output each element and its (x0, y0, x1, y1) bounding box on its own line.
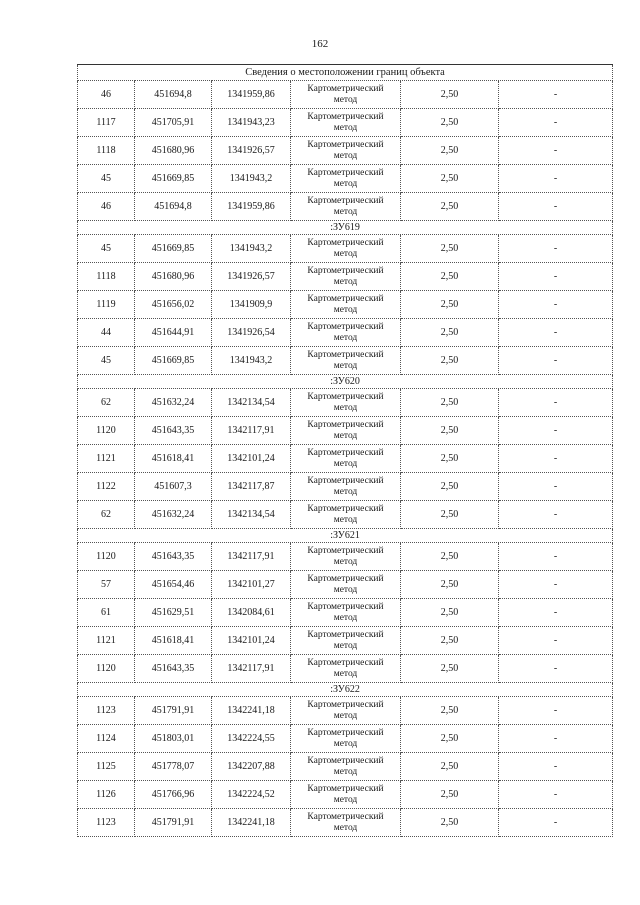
method-cell (291, 627, 401, 655)
boundary-coordinates-table (77, 64, 613, 837)
x-coordinate-cell: 451766,96 (135, 781, 212, 809)
point-number-cell: 1124 (78, 725, 135, 753)
accuracy-cell: 2,50 (401, 627, 499, 655)
y-coordinate-cell: 1341943,2 (212, 165, 291, 193)
accuracy-cell: 2,50 (401, 599, 499, 627)
point-number-cell: 45 (78, 235, 135, 263)
section-row (78, 221, 613, 235)
method-line-2: метод (333, 178, 358, 189)
y-coordinate-cell: 1341926,54 (212, 319, 291, 347)
table-row (78, 417, 613, 445)
note-cell: - (499, 263, 613, 291)
accuracy-cell: 2,50 (401, 417, 499, 445)
x-coordinate-cell: 451644,91 (135, 319, 212, 347)
accuracy-cell: 2,50 (401, 501, 499, 529)
table-row (78, 445, 613, 473)
y-coordinate-cell: 1341909,9 (212, 291, 291, 319)
y-coordinate-cell: 1341959,86 (212, 193, 291, 221)
x-coordinate-cell: 451680,96 (135, 137, 212, 165)
x-coordinate-cell: 451607,3 (135, 473, 212, 501)
x-coordinate-cell: 451705,91 (135, 109, 212, 137)
method-cell (291, 753, 401, 781)
y-coordinate-cell: 1342101,24 (212, 445, 291, 473)
method-cell (291, 655, 401, 683)
note-cell: - (499, 319, 613, 347)
table-row (78, 193, 613, 221)
method-line-1: Картометрический (307, 699, 384, 710)
point-number-cell: 62 (78, 389, 135, 417)
x-coordinate-cell: 451791,91 (135, 809, 212, 837)
table-row (78, 291, 613, 319)
point-number-cell: 62 (78, 501, 135, 529)
method-line-2: метод (333, 94, 358, 105)
y-coordinate-cell: 1342241,18 (212, 809, 291, 837)
accuracy-cell: 2,50 (401, 235, 499, 263)
method-line-1: Картометрический (307, 111, 384, 122)
note-cell: - (499, 445, 613, 473)
accuracy-cell: 2,50 (401, 781, 499, 809)
y-coordinate-cell: 1342134,54 (212, 501, 291, 529)
table-row (78, 697, 613, 725)
table-row (78, 109, 613, 137)
x-coordinate-cell: 451680,96 (135, 263, 212, 291)
method-cell (291, 809, 401, 837)
table-row (78, 473, 613, 501)
point-number-cell: 1121 (78, 627, 135, 655)
method-line-2: метод (333, 332, 358, 343)
accuracy-cell: 2,50 (401, 193, 499, 221)
method-line-2: метод (333, 150, 358, 161)
point-number-cell: 1123 (78, 697, 135, 725)
method-line-2: метод (333, 122, 358, 133)
method-line-1: Картометрический (307, 447, 384, 458)
method-line-1: Картометрический (307, 601, 384, 612)
x-coordinate-cell: 451632,24 (135, 389, 212, 417)
accuracy-cell: 2,50 (401, 473, 499, 501)
y-coordinate-cell: 1341926,57 (212, 263, 291, 291)
table-row (78, 753, 613, 781)
method-cell (291, 445, 401, 473)
method-line-2: метод (333, 738, 358, 749)
method-line-2: метод (333, 276, 358, 287)
x-coordinate-cell: 451803,01 (135, 725, 212, 753)
method-cell (291, 389, 401, 417)
table-row (78, 347, 613, 375)
note-cell: - (499, 193, 613, 221)
x-coordinate-cell: 451618,41 (135, 627, 212, 655)
x-coordinate-cell: 451643,35 (135, 543, 212, 571)
note-cell: - (499, 291, 613, 319)
table-row (78, 809, 613, 837)
method-cell (291, 319, 401, 347)
method-line-1: Картометрический (307, 475, 384, 486)
accuracy-cell: 2,50 (401, 263, 499, 291)
point-number-cell: 1120 (78, 543, 135, 571)
x-coordinate-cell: 451629,51 (135, 599, 212, 627)
table-row (78, 599, 613, 627)
method-line-2: метод (333, 458, 358, 469)
method-line-1: Картометрический (307, 755, 384, 766)
method-line-2: метод (333, 206, 358, 217)
note-cell: - (499, 697, 613, 725)
x-coordinate-cell: 451669,85 (135, 235, 212, 263)
y-coordinate-cell: 1341943,23 (212, 109, 291, 137)
method-line-2: метод (333, 822, 358, 833)
method-line-1: Картометрический (307, 237, 384, 248)
point-number-cell: 1120 (78, 655, 135, 683)
point-number-cell: 46 (78, 81, 135, 109)
table-header-row (78, 65, 613, 81)
point-number-cell: 45 (78, 347, 135, 375)
point-number-cell: 1120 (78, 417, 135, 445)
accuracy-cell: 2,50 (401, 697, 499, 725)
note-cell: - (499, 655, 613, 683)
method-cell (291, 473, 401, 501)
accuracy-cell: 2,50 (401, 81, 499, 109)
page-number: 162 (311, 38, 329, 50)
method-line-2: метод (333, 360, 358, 371)
method-line-2: метод (333, 640, 358, 651)
point-number-cell: 1123 (78, 809, 135, 837)
y-coordinate-cell: 1341926,57 (212, 137, 291, 165)
method-line-1: Картометрический (307, 727, 384, 738)
method-line-1: Картометрический (307, 349, 384, 360)
note-cell: - (499, 137, 613, 165)
method-cell (291, 347, 401, 375)
method-line-2: метод (333, 794, 358, 805)
y-coordinate-cell: 1342207,88 (212, 753, 291, 781)
method-line-2: метод (333, 556, 358, 567)
table-row (78, 137, 613, 165)
section-label: :ЗУ619 (78, 221, 613, 235)
section-row (78, 683, 613, 697)
method-line-1: Картометрический (307, 265, 384, 276)
x-coordinate-cell: 451643,35 (135, 417, 212, 445)
table-row (78, 543, 613, 571)
method-line-1: Картометрический (307, 167, 384, 178)
point-number-cell: 44 (78, 319, 135, 347)
method-cell (291, 417, 401, 445)
accuracy-cell: 2,50 (401, 725, 499, 753)
y-coordinate-cell: 1342224,55 (212, 725, 291, 753)
method-line-2: метод (333, 584, 358, 595)
note-cell: - (499, 781, 613, 809)
accuracy-cell: 2,50 (401, 655, 499, 683)
method-line-1: Картометрический (307, 293, 384, 304)
method-cell (291, 599, 401, 627)
x-coordinate-cell: 451778,07 (135, 753, 212, 781)
point-number-cell: 1122 (78, 473, 135, 501)
x-coordinate-cell: 451791,91 (135, 697, 212, 725)
method-line-2: метод (333, 430, 358, 441)
note-cell: - (499, 725, 613, 753)
accuracy-cell: 2,50 (401, 165, 499, 193)
method-cell (291, 725, 401, 753)
accuracy-cell: 2,50 (401, 389, 499, 417)
y-coordinate-cell: 1342101,24 (212, 627, 291, 655)
method-line-2: метод (333, 402, 358, 413)
method-cell (291, 291, 401, 319)
table-row (78, 781, 613, 809)
note-cell: - (499, 501, 613, 529)
y-coordinate-cell: 1341943,2 (212, 347, 291, 375)
note-cell: - (499, 81, 613, 109)
method-line-2: метод (333, 304, 358, 315)
accuracy-cell: 2,50 (401, 347, 499, 375)
x-coordinate-cell: 451632,24 (135, 501, 212, 529)
x-coordinate-cell: 451669,85 (135, 165, 212, 193)
point-number-cell: 1118 (78, 137, 135, 165)
method-line-2: метод (333, 248, 358, 259)
table-row (78, 319, 613, 347)
method-line-2: метод (333, 766, 358, 777)
point-number-cell: 1119 (78, 291, 135, 319)
point-number-cell: 1126 (78, 781, 135, 809)
note-cell: - (499, 473, 613, 501)
note-cell: - (499, 627, 613, 655)
method-cell (291, 193, 401, 221)
x-coordinate-cell: 451656,02 (135, 291, 212, 319)
y-coordinate-cell: 1342117,91 (212, 417, 291, 445)
accuracy-cell: 2,50 (401, 109, 499, 137)
note-cell: - (499, 571, 613, 599)
accuracy-cell: 2,50 (401, 137, 499, 165)
table-row (78, 725, 613, 753)
method-cell (291, 109, 401, 137)
method-cell (291, 543, 401, 571)
point-number-cell: 1121 (78, 445, 135, 473)
x-coordinate-cell: 451618,41 (135, 445, 212, 473)
note-cell: - (499, 543, 613, 571)
note-cell: - (499, 389, 613, 417)
y-coordinate-cell: 1342224,52 (212, 781, 291, 809)
method-line-1: Картометрический (307, 629, 384, 640)
method-cell (291, 165, 401, 193)
y-coordinate-cell: 1342117,87 (212, 473, 291, 501)
x-coordinate-cell: 451643,35 (135, 655, 212, 683)
x-coordinate-cell: 451669,85 (135, 347, 212, 375)
method-cell (291, 697, 401, 725)
section-row (78, 529, 613, 543)
note-cell: - (499, 165, 613, 193)
method-line-2: метод (333, 612, 358, 623)
table-row (78, 501, 613, 529)
point-number-cell: 45 (78, 165, 135, 193)
method-cell (291, 137, 401, 165)
section-label: :ЗУ622 (78, 683, 613, 697)
accuracy-cell: 2,50 (401, 445, 499, 473)
method-line-1: Картометрический (307, 83, 384, 94)
method-cell (291, 571, 401, 599)
method-line-1: Картометрический (307, 573, 384, 584)
x-coordinate-cell: 451694,8 (135, 193, 212, 221)
y-coordinate-cell: 1342117,91 (212, 543, 291, 571)
accuracy-cell: 2,50 (401, 543, 499, 571)
section-label: :ЗУ621 (78, 529, 613, 543)
method-line-1: Картометрический (307, 503, 384, 514)
note-cell: - (499, 109, 613, 137)
note-cell: - (499, 417, 613, 445)
table-row (78, 571, 613, 599)
accuracy-cell: 2,50 (401, 319, 499, 347)
method-line-1: Картометрический (307, 657, 384, 668)
point-number-cell: 57 (78, 571, 135, 599)
x-coordinate-cell: 451694,8 (135, 81, 212, 109)
method-line-2: метод (333, 668, 358, 679)
y-coordinate-cell: 1342134,54 (212, 389, 291, 417)
accuracy-cell: 2,50 (401, 571, 499, 599)
point-number-cell: 61 (78, 599, 135, 627)
accuracy-cell: 2,50 (401, 809, 499, 837)
accuracy-cell: 2,50 (401, 753, 499, 781)
method-cell (291, 501, 401, 529)
method-line-1: Картометрический (307, 811, 384, 822)
method-line-2: метод (333, 486, 358, 497)
y-coordinate-cell: 1342241,18 (212, 697, 291, 725)
table-row (78, 389, 613, 417)
point-number-cell: 1118 (78, 263, 135, 291)
note-cell: - (499, 347, 613, 375)
method-line-2: метод (333, 514, 358, 525)
method-line-1: Картометрический (307, 391, 384, 402)
method-line-1: Картометрический (307, 139, 384, 150)
method-line-2: метод (333, 710, 358, 721)
y-coordinate-cell: 1342117,91 (212, 655, 291, 683)
method-line-1: Картометрический (307, 545, 384, 556)
section-label: :ЗУ620 (78, 375, 613, 389)
method-line-1: Картометрический (307, 783, 384, 794)
note-cell: - (499, 235, 613, 263)
y-coordinate-cell: 1341943,2 (212, 235, 291, 263)
table-row (78, 81, 613, 109)
section-row (78, 375, 613, 389)
y-coordinate-cell: 1341959,86 (212, 81, 291, 109)
note-cell: - (499, 599, 613, 627)
method-cell (291, 235, 401, 263)
point-number-cell: 46 (78, 193, 135, 221)
method-cell (291, 781, 401, 809)
table-row (78, 627, 613, 655)
table-row (78, 655, 613, 683)
table-header: Сведения о местоположении границ объекта (78, 65, 613, 81)
note-cell: - (499, 753, 613, 781)
y-coordinate-cell: 1342084,61 (212, 599, 291, 627)
method-line-1: Картометрический (307, 419, 384, 430)
x-coordinate-cell: 451654,46 (135, 571, 212, 599)
method-line-1: Картометрический (307, 321, 384, 332)
point-number-cell: 1125 (78, 753, 135, 781)
table-row (78, 165, 613, 193)
table-row (78, 235, 613, 263)
accuracy-cell: 2,50 (401, 291, 499, 319)
y-coordinate-cell: 1342101,27 (212, 571, 291, 599)
method-cell (291, 263, 401, 291)
method-line-1: Картометрический (307, 195, 384, 206)
note-cell: - (499, 809, 613, 837)
point-number-cell: 1117 (78, 109, 135, 137)
method-cell (291, 81, 401, 109)
table-row (78, 263, 613, 291)
